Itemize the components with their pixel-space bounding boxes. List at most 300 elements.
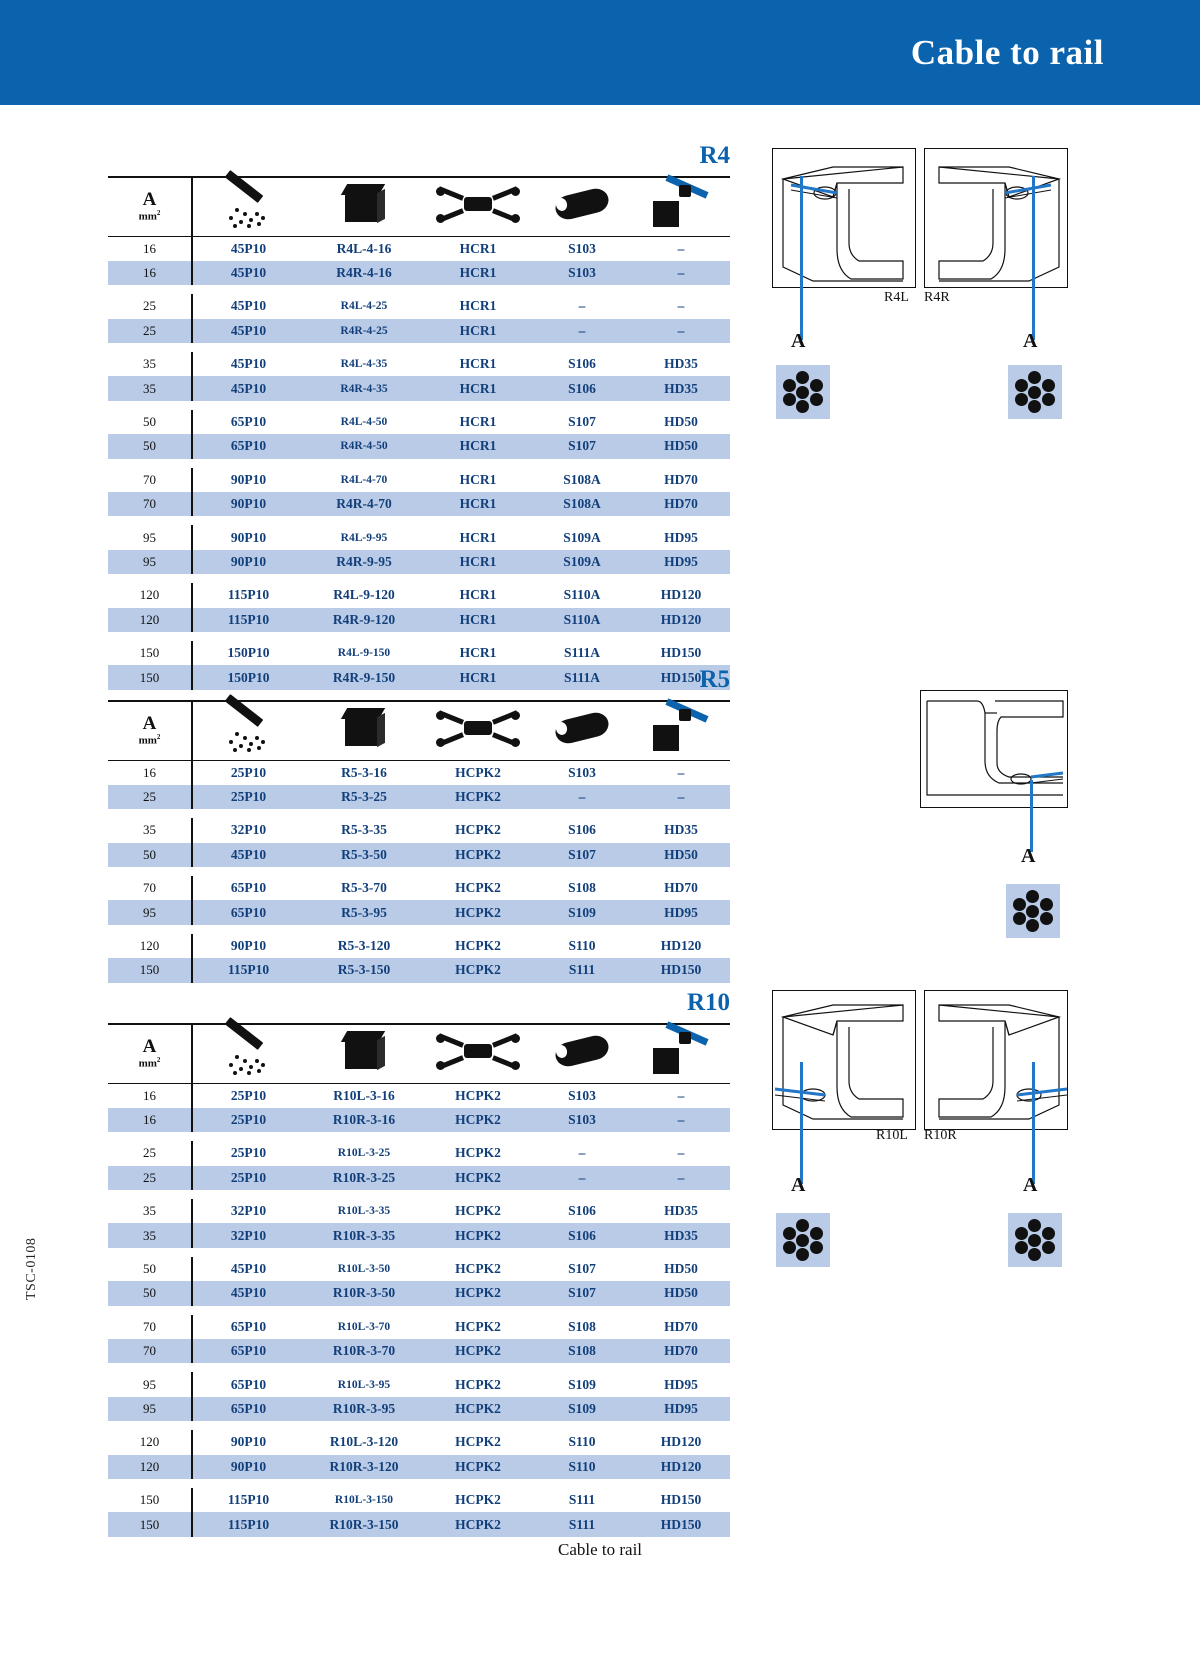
table-row [108, 934, 730, 958]
cell-f: HD50 [632, 434, 730, 458]
table-row [108, 818, 730, 842]
cell-e: S107 [568, 1261, 596, 1277]
cell-f: – [632, 785, 730, 809]
cell-b: 150P10 [192, 665, 304, 689]
header-cell-sleeve [532, 701, 632, 760]
cell-c: R5-3-50 [304, 843, 424, 867]
cell-a: 70 [108, 1339, 192, 1363]
cell-d: HCR1 [459, 471, 497, 487]
cell-a: 25 [108, 294, 192, 318]
cell-c: R4R-9-120 [304, 608, 424, 632]
header-cell-hammer [632, 701, 730, 760]
figure-r5-leader [1030, 780, 1033, 852]
header-cell-sleeve [532, 1024, 632, 1083]
header-cell-press [424, 1024, 532, 1083]
cell-a: 95 [108, 1372, 192, 1396]
table-block-r10 [108, 989, 730, 1537]
table-row [108, 352, 730, 376]
cell-c: R10R-3-35 [304, 1223, 424, 1247]
sleeve-icon [551, 188, 613, 222]
header-cell-press [424, 177, 532, 236]
row-spacer [108, 1421, 730, 1430]
cell-a: 70 [108, 468, 192, 492]
table-row [108, 1512, 730, 1536]
cell-e: S111 [532, 1512, 632, 1536]
row-spacer [108, 1479, 730, 1488]
cell-f: HD95 [664, 1376, 698, 1392]
row-spacer [108, 809, 730, 818]
cell-a: 95 [108, 525, 192, 549]
cell-f: HD50 [664, 1261, 698, 1277]
header-a-unit: mm [138, 211, 157, 224]
cell-b: 150P10 [227, 645, 270, 661]
cell-f: HD95 [632, 900, 730, 924]
cell-a: 16 [108, 761, 192, 785]
cell-f: HD50 [632, 843, 730, 867]
row-spacer [108, 459, 730, 468]
cell-f: – [632, 1166, 730, 1190]
cell-e: S111 [568, 1492, 596, 1508]
cell-f: HD120 [632, 1455, 730, 1479]
figure-label-r4l: R4L [884, 290, 909, 305]
header-cell-a [108, 1024, 192, 1083]
figure-r4l-drawing [772, 148, 916, 288]
table-row [108, 1372, 730, 1396]
cell-a: 120 [108, 608, 192, 632]
cell-e: S103 [532, 261, 632, 285]
sleeve-icon [551, 712, 613, 746]
table-row [108, 319, 730, 343]
table-row [108, 900, 730, 924]
cell-d: HCPK2 [455, 1087, 501, 1103]
figure-label-r10l: R10L [876, 1128, 908, 1143]
cell-b: 65P10 [230, 1318, 267, 1334]
cell-a: 150 [108, 958, 192, 982]
cell-f: – [677, 1087, 685, 1103]
cell-f: HD95 [664, 529, 698, 545]
cell-a: 25 [108, 785, 192, 809]
page-footer: Cable to rail [557, 1540, 643, 1559]
cell-e: – [532, 319, 632, 343]
header-a-unit-sup: 2 [156, 1056, 161, 1065]
cell-f: HD70 [632, 1339, 730, 1363]
cell-e: – [532, 1166, 632, 1190]
table-row [108, 843, 730, 867]
cell-c: R10R-3-70 [304, 1339, 424, 1363]
table-row [108, 1397, 730, 1421]
table-row [108, 525, 730, 549]
header-cell-block [304, 177, 424, 236]
cell-a: 16 [108, 1084, 192, 1108]
cell-a: 50 [108, 843, 192, 867]
cell-d: HCPK2 [424, 1223, 532, 1247]
figure-r4l-marker: A [791, 330, 806, 352]
cell-d: HCPK2 [455, 880, 501, 896]
row-spacer [108, 1190, 730, 1199]
cell-d: HCR1 [424, 261, 532, 285]
header-a-label: A [142, 1036, 157, 1058]
cell-b: 45P10 [230, 356, 267, 372]
cell-a: 35 [108, 376, 192, 400]
cell-e: S103 [568, 1087, 596, 1103]
table-header-row [108, 701, 730, 760]
cell-b: 115P10 [227, 1492, 270, 1508]
row-spacer [108, 401, 730, 410]
cell-d: HCPK2 [455, 938, 501, 954]
cell-a: 120 [108, 1455, 192, 1479]
table-row [108, 785, 730, 809]
cell-e: S109A [532, 550, 632, 574]
figure-r4r-marker: A [1023, 330, 1038, 352]
row-spacer [108, 1248, 730, 1257]
figure-r10l-leader [800, 1062, 803, 1184]
table-row [108, 1257, 730, 1281]
header-cell-a [108, 701, 192, 760]
cell-a: 35 [108, 352, 192, 376]
cell-c: R4R-4-50 [304, 434, 424, 458]
cell-b: 65P10 [192, 1339, 304, 1363]
cell-c: R5-3-16 [341, 764, 387, 780]
press-tool-icon [436, 185, 520, 225]
cell-b: 90P10 [192, 1455, 304, 1479]
cell-b: 90P10 [230, 1434, 267, 1450]
cell-f: HD95 [632, 550, 730, 574]
table-row [108, 1455, 730, 1479]
cell-c: R10R-3-50 [304, 1281, 424, 1305]
cell-a: 16 [108, 1108, 192, 1132]
crimp-tool-icon [217, 178, 281, 232]
cell-a: 50 [108, 1281, 192, 1305]
crimp-tool-icon [217, 702, 281, 756]
cell-d: HCPK2 [455, 1145, 501, 1161]
table-row [108, 1199, 730, 1223]
cell-b: 90P10 [230, 938, 267, 954]
cell-e: S110A [563, 587, 601, 603]
cell-b: 45P10 [230, 240, 267, 256]
cell-a: 25 [108, 1166, 192, 1190]
row-spacer [108, 516, 730, 525]
row-spacer [108, 1132, 730, 1141]
figure-r4r-leader [1032, 176, 1035, 340]
cell-d: HCR1 [424, 376, 532, 400]
cell-f: HD35 [632, 1223, 730, 1247]
cell-d: HCR1 [459, 529, 497, 545]
cell-c: R10L-3-70 [337, 1320, 391, 1333]
table-row [108, 261, 730, 285]
cell-c: R5-3-35 [341, 822, 387, 838]
table-body-r5 [108, 761, 730, 983]
figure-r10r-leader [1032, 1062, 1035, 1184]
header-a-unit-sup: 2 [156, 733, 161, 742]
cell-e: S108 [568, 880, 596, 896]
block-icon [341, 1029, 387, 1075]
cell-c: R10R-3-150 [304, 1512, 424, 1536]
figure-r10r-marker: A [1023, 1174, 1038, 1196]
block-icon [341, 706, 387, 752]
cell-c: R5-3-150 [304, 958, 424, 982]
cell-d: HCPK2 [424, 1455, 532, 1479]
cell-f: HD120 [660, 587, 702, 603]
cell-d: HCPK2 [424, 1512, 532, 1536]
cell-a: 70 [108, 492, 192, 516]
cell-a: 70 [108, 1315, 192, 1339]
cell-e: S103 [568, 240, 596, 256]
cell-c: R4R-4-25 [304, 319, 424, 343]
cell-e: S106 [568, 1203, 596, 1219]
figure-label-r10r: R10R [924, 1128, 957, 1143]
cell-e: S107 [532, 1281, 632, 1305]
row-spacer [108, 867, 730, 876]
table-row [108, 1166, 730, 1190]
row-spacer [108, 285, 730, 294]
cell-c: R10L-3-150 [334, 1494, 394, 1507]
cell-f: HD150 [660, 645, 702, 661]
cell-d: HCR1 [424, 665, 532, 689]
cell-b: 32P10 [192, 1223, 304, 1247]
cell-e: S107 [532, 843, 632, 867]
table-row [108, 665, 730, 689]
cell-d: HCR1 [459, 414, 497, 430]
hammer-bolt-icon [649, 1026, 713, 1078]
cell-a: 35 [108, 1199, 192, 1223]
cell-d: HCPK2 [455, 1376, 501, 1392]
table-row [108, 641, 730, 665]
block-title-r4: R4 [699, 142, 730, 169]
cell-c: R4L-4-16 [336, 240, 392, 256]
cell-b: 65P10 [192, 434, 304, 458]
sleeve-icon [551, 1035, 613, 1069]
press-tool-icon [436, 1032, 520, 1072]
figure-r10r-strand [1008, 1213, 1062, 1267]
cell-c: R4L-9-150 [337, 647, 391, 660]
header-cell-crimp [192, 1024, 304, 1083]
table-header-row [108, 177, 730, 236]
cell-e: S111A [563, 645, 601, 661]
cell-c: R4R-4-16 [304, 261, 424, 285]
figure-r5-drawing [920, 690, 1068, 808]
press-tool-icon [436, 709, 520, 749]
cell-d: HCPK2 [455, 764, 501, 780]
cell-c: R10R-3-25 [304, 1166, 424, 1190]
spec-table-r5-body [108, 760, 730, 983]
table-row [108, 1488, 730, 1512]
row-spacer [108, 343, 730, 352]
cell-d: HCPK2 [424, 843, 532, 867]
hammer-bolt-icon [649, 703, 713, 755]
cell-d: HCPK2 [455, 822, 501, 838]
table-body-r4 [108, 237, 730, 690]
table-block-r4 [108, 142, 730, 690]
cell-e: – [578, 1145, 586, 1161]
table-row [108, 958, 730, 982]
cell-f: HD150 [632, 1512, 730, 1536]
cell-f: HD120 [660, 1434, 702, 1450]
cell-f: – [677, 240, 685, 256]
cell-a: 16 [108, 237, 192, 261]
cell-f: HD95 [632, 1397, 730, 1421]
cell-e: S110A [532, 608, 632, 632]
cell-b: 45P10 [192, 843, 304, 867]
cell-b: 115P10 [227, 587, 270, 603]
cell-f: – [632, 261, 730, 285]
cell-e: S109A [563, 529, 601, 545]
cell-f: HD35 [664, 1203, 698, 1219]
header-cell-crimp [192, 701, 304, 760]
cell-b: 65P10 [230, 1376, 267, 1392]
cell-b: 45P10 [192, 261, 304, 285]
cell-e: S106 [568, 356, 596, 372]
cell-b: 65P10 [192, 1397, 304, 1421]
cell-f: HD150 [660, 1492, 702, 1508]
spec-table-r4-body [108, 236, 730, 690]
cell-f: – [632, 1108, 730, 1132]
figure-r10l-marker: A [791, 1174, 806, 1196]
cell-d: HCPK2 [424, 900, 532, 924]
cell-a: 25 [108, 319, 192, 343]
cell-e: – [532, 785, 632, 809]
figure-label-r4r: R4R [924, 290, 950, 305]
table-row [108, 1223, 730, 1247]
cell-a: 70 [108, 876, 192, 900]
cell-d: HCR1 [424, 608, 532, 632]
table-row [108, 237, 730, 261]
cell-f: HD70 [664, 880, 698, 896]
cell-e: S107 [568, 414, 596, 430]
table-row [108, 1281, 730, 1305]
cell-b: 25P10 [192, 785, 304, 809]
cell-e: S111A [532, 665, 632, 689]
table-body-r10 [108, 1084, 730, 1537]
cell-a: 150 [108, 641, 192, 665]
cell-c: R4L-4-25 [340, 300, 388, 313]
cell-d: HCPK2 [455, 1434, 501, 1450]
cell-a: 95 [108, 550, 192, 574]
table-row [108, 583, 730, 607]
cell-c: R10L-3-50 [337, 1263, 391, 1276]
figure-r10l-strand [776, 1213, 830, 1267]
cell-e: S106 [532, 1223, 632, 1247]
cell-f: HD50 [632, 1281, 730, 1305]
table-row [108, 1084, 730, 1108]
cell-d: HCPK2 [455, 1261, 501, 1277]
table-row [108, 376, 730, 400]
cell-f: – [677, 764, 685, 780]
cell-a: 25 [108, 1141, 192, 1165]
page-title: Cable to rail [910, 33, 1104, 72]
cell-c: R4L-4-50 [340, 416, 388, 429]
table-row [108, 410, 730, 434]
table-row [108, 1339, 730, 1363]
header-cell-a [108, 177, 192, 236]
header-a-label: A [142, 713, 157, 735]
cell-d: HCR1 [424, 434, 532, 458]
cell-e: S107 [532, 434, 632, 458]
cell-f: HD70 [664, 471, 698, 487]
cell-b: 45P10 [192, 1281, 304, 1305]
cell-b: 45P10 [230, 298, 267, 314]
row-spacer [108, 632, 730, 641]
cell-a: 120 [108, 934, 192, 958]
cell-e: S103 [532, 1108, 632, 1132]
cell-b: 90P10 [192, 550, 304, 574]
cell-e: S109 [532, 1397, 632, 1421]
cell-a: 150 [108, 665, 192, 689]
cell-c: R5-3-25 [304, 785, 424, 809]
cell-d: HCR1 [459, 356, 497, 372]
header-a-unit: mm [138, 735, 157, 748]
cell-f: HD70 [632, 492, 730, 516]
cell-c: R10L-3-16 [333, 1087, 395, 1103]
cell-e: S109 [568, 1376, 596, 1392]
cell-a: 150 [108, 1512, 192, 1536]
cell-a: 120 [108, 583, 192, 607]
figure-r5-strand [1006, 884, 1060, 938]
header-a-label: A [142, 189, 157, 211]
table-row [108, 1315, 730, 1339]
cell-e: S111 [532, 958, 632, 982]
table-row [108, 1141, 730, 1165]
cell-b: 45P10 [192, 376, 304, 400]
table-row [108, 876, 730, 900]
cell-d: HCPK2 [424, 958, 532, 982]
row-spacer [108, 574, 730, 583]
table-row [108, 294, 730, 318]
cell-f: HD150 [632, 958, 730, 982]
figure-r4l-leader [800, 176, 803, 340]
cell-d: HCPK2 [424, 1166, 532, 1190]
document-code: TSC-0108 [24, 1237, 39, 1300]
cell-c: R10L-3-35 [337, 1205, 391, 1218]
cell-c: R10L-3-95 [337, 1378, 391, 1391]
cell-a: 95 [108, 1397, 192, 1421]
row-spacer [108, 925, 730, 934]
header-a-unit-sup: 2 [156, 209, 161, 218]
cell-d: HCR1 [424, 492, 532, 516]
cell-a: 50 [108, 434, 192, 458]
cell-f: – [677, 1145, 685, 1161]
cell-c: R5-3-120 [337, 938, 391, 954]
table-row [108, 434, 730, 458]
cell-e: S106 [532, 376, 632, 400]
cell-a: 150 [108, 1488, 192, 1512]
cell-a: 35 [108, 818, 192, 842]
cell-b: 25P10 [192, 1108, 304, 1132]
cell-b: 32P10 [230, 1203, 267, 1219]
header-cell-crimp [192, 177, 304, 236]
cell-d: HCPK2 [424, 1281, 532, 1305]
cell-f: HD35 [664, 822, 698, 838]
cell-d: HCR1 [459, 645, 497, 661]
cell-d: HCPK2 [455, 1203, 501, 1219]
header-a-unit: mm [138, 1058, 157, 1071]
row-spacer [108, 1363, 730, 1372]
block-title-r10: R10 [686, 989, 730, 1016]
table-row [108, 761, 730, 785]
hammer-bolt-icon [649, 179, 713, 231]
cell-e: S103 [568, 764, 596, 780]
cell-d: HCPK2 [424, 785, 532, 809]
cell-c: R10L-3-120 [329, 1434, 399, 1450]
cell-c: R4L-4-70 [340, 473, 388, 486]
header-cell-hammer [632, 177, 730, 236]
cell-b: 115P10 [192, 958, 304, 982]
figure-r10r-drawing [924, 990, 1068, 1130]
cell-f: – [632, 319, 730, 343]
cell-e: S110 [568, 938, 596, 954]
cell-b: 25P10 [230, 764, 267, 780]
cell-c: R5-3-70 [341, 880, 387, 896]
header-cell-block [304, 701, 424, 760]
